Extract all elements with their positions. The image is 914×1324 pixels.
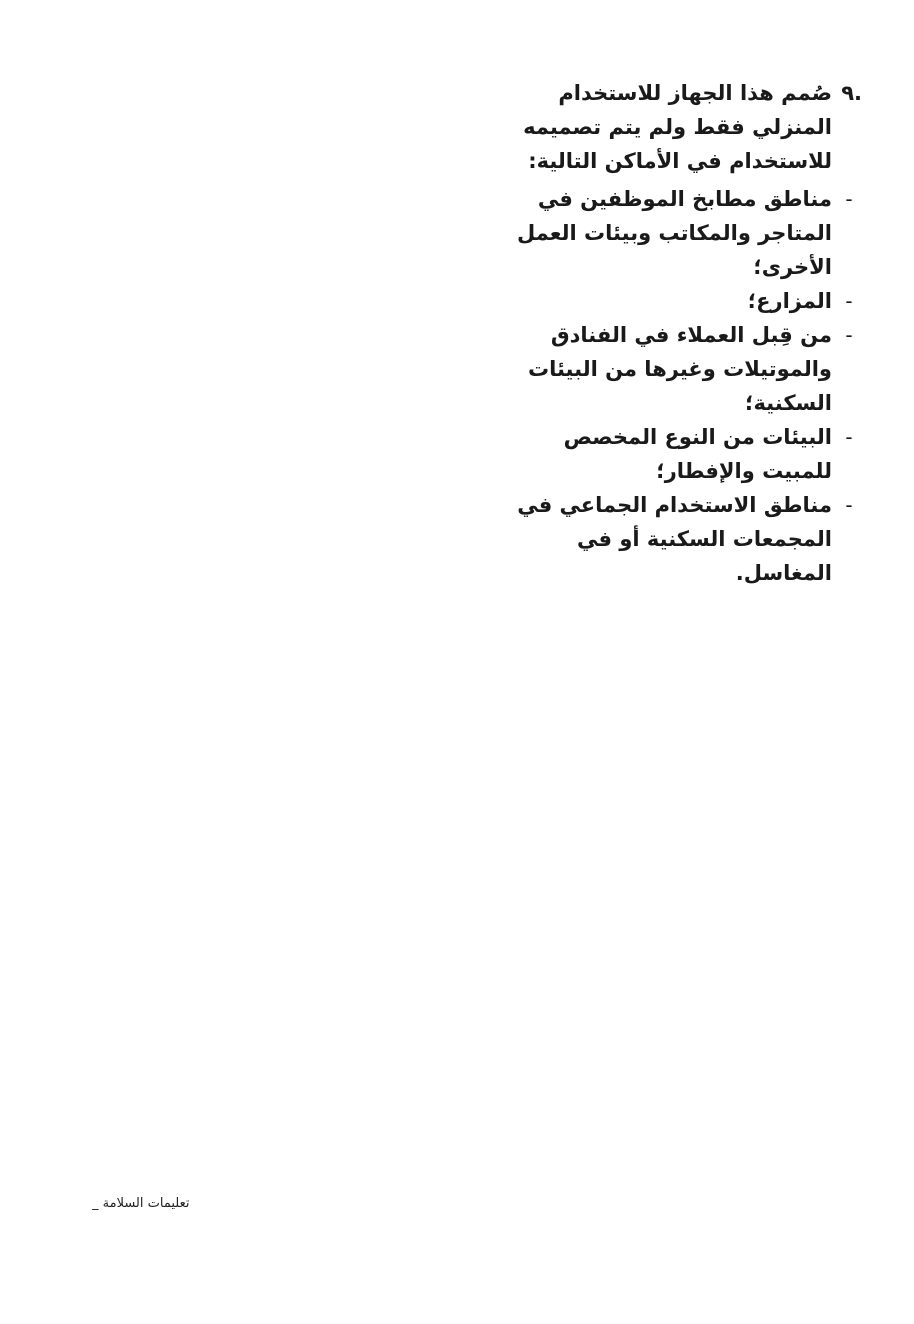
list-item xyxy=(517,182,862,284)
list-item xyxy=(517,488,862,590)
list-item-text: مناطق مطابخ الموظفين في المتاجر والمكاتب وبيئات العمل الأخرى؛ xyxy=(516,187,832,279)
instruction-item-9 xyxy=(517,76,862,178)
item-number: .٩ xyxy=(841,81,862,105)
list-item-text: من قِبل العملاء في الفنادق والموتيلات وغيرها من البيئات السكنية؛ xyxy=(528,323,832,415)
list-item xyxy=(517,318,862,420)
footer-section-title: تعليمات السلامة _ xyxy=(92,1196,190,1211)
bullet-dash: - xyxy=(845,425,853,449)
list-item-text: البيئات من النوع المخصص للمبيت والإفطار؛ xyxy=(563,425,832,483)
page-footer xyxy=(92,1196,189,1211)
list-item xyxy=(517,420,862,488)
bullet-dash: - xyxy=(845,187,853,211)
bullet-dash: - xyxy=(845,493,853,517)
bullet-dash: - xyxy=(845,289,853,313)
item-text: صُمم هذا الجهاز للاستخدام المنزلي فقط ولم يتم تصميمه للاستخدام في الأماكن التالية: xyxy=(523,81,832,173)
bullet-dash: - xyxy=(845,323,853,347)
list-item-text: مناطق الاستخدام الجماعي في المجمعات السكنية أو في المغاسل. xyxy=(517,493,832,585)
excluded-locations-list xyxy=(517,182,862,590)
safety-instructions-content xyxy=(517,76,862,590)
list-item-text: المزارع؛ xyxy=(747,289,832,313)
list-item xyxy=(517,284,862,318)
